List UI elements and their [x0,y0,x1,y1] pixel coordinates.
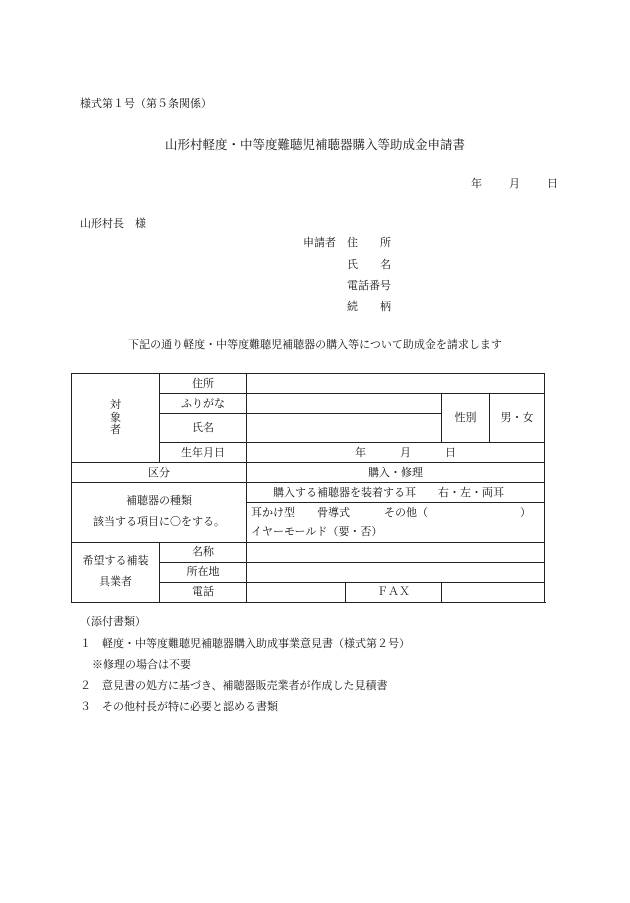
vendor-name-input[interactable] [247,542,545,562]
applicant-field-label: 続 柄 [347,300,391,313]
subject-label-cell [72,374,160,463]
type-bone[interactable]: 骨導式 [317,506,350,519]
date-line [471,178,558,189]
ear-options[interactable]: 右・左・両耳 [438,485,504,499]
attachment-item: ３ その他村長が特に必要と認める書類 [80,700,278,713]
category-label: 区分 [72,463,247,483]
type-other[interactable]: その他（ [384,506,428,519]
category-options[interactable]: 購入・修理 [247,463,545,483]
vendor-phone-label: 電話 [160,582,247,602]
birth-day-label: 日 [445,445,456,459]
subject-label: 対 象 者 [110,398,121,437]
gender-label: 性別 [442,394,490,443]
application-table [71,373,545,603]
attachment-item: １ 軽度・中等度難聴児補聴器購入助成事業意見書（様式第２号） [80,637,410,650]
furigana-label: ふりがな [160,394,247,414]
date-year-label: 年 [471,177,482,190]
document-title: 山形村軽度・中等度難聴児補聴器購入等助成金申請書 [164,137,465,152]
birth-year-label: 年 [355,445,366,459]
furigana-input[interactable] [247,394,442,414]
vendor-location-input[interactable] [247,562,545,582]
date-day-label: 日 [547,177,558,190]
vendor-label [72,542,160,602]
applicant-field-phone[interactable] [347,280,393,291]
name-input[interactable] [247,414,442,443]
fax-label: ＦＡＸ [346,582,442,602]
gender-options[interactable]: 男・女 [490,394,545,443]
vendor-label-line1: 希望する補装 [82,554,149,568]
ear-selection[interactable] [247,483,545,503]
hearing-aid-type-label [72,483,247,543]
type-ear-hook[interactable]: 耳かけ型 [251,506,295,519]
earmold-option[interactable]: イヤーモールド（要・否） [251,525,383,539]
address-label: 住所 [160,374,247,394]
attachment-note: ※修理の場合は不要 [92,658,191,671]
attachment-item: ２ 意見書の処方に基づき、補聴器販売業者が作成した見積書 [80,679,388,692]
type-options[interactable] [247,503,545,543]
type-label-line1: 補聴器の種類 [126,494,192,508]
applicant-field-label: 電話番号 [347,279,391,292]
type-other-close: ） [520,506,531,519]
request-statement: 下記の通り軽度・中等度難聴児補聴器の購入等について助成金を請求します [128,338,502,351]
applicant-field-name[interactable] [347,259,393,270]
vendor-location-label: 所在地 [160,562,247,582]
address-input[interactable] [247,374,545,394]
applicant-label: 申請者 [303,236,336,249]
applicant-field-label: 氏 名 [347,258,391,271]
vendor-phone-input[interactable] [247,582,346,602]
birthdate-input[interactable] [247,443,545,463]
form-number: 様式第１号（第５条関係） [80,97,212,110]
applicant-field-label: 住 所 [347,236,391,249]
vendor-label-line2: 具業者 [99,575,132,588]
vendor-name-label: 名称 [160,542,247,562]
type-label-line2: 該当する項目に〇をする。 [93,515,225,529]
applicant-field-address[interactable] [347,237,393,248]
fax-input[interactable] [442,582,545,602]
applicant-field-relationship[interactable] [347,301,393,312]
attachments-heading: （添付書類） [80,615,146,628]
date-month-label: 月 [509,177,520,190]
addressee: 山形村長 様 [80,217,146,230]
name-label: 氏名 [160,414,247,443]
ear-text: 購入する補聴器を装着する耳 [273,485,416,499]
birthdate-label: 生年月日 [160,443,247,463]
birth-month-label: 月 [400,445,411,459]
